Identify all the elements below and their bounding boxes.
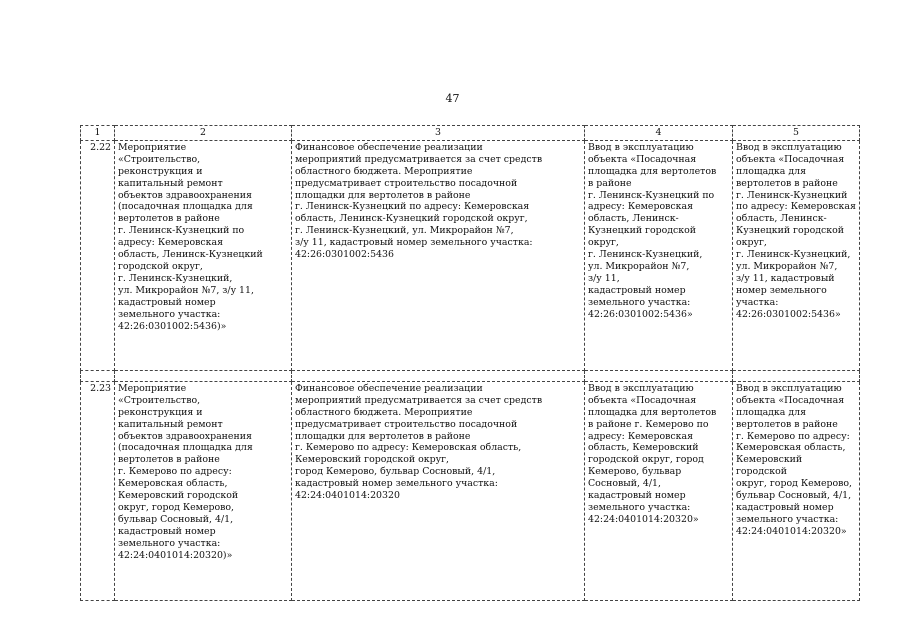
table-row [81, 140, 860, 370]
column-header-1: 1 [81, 126, 115, 141]
measures-table [80, 125, 860, 601]
measure-name-cell: Мероприятие «Строительство, реконструкция и капитальный ремонт объектов здравоохранения (посадочная площадка для вертолетов в районе г. Ленинск-Кузнецкий по адресу: Кемеровская область, Ленинск-Кузнецкий городской округ, г. Ленинск-Кузнецкий, ул. Микрорайон №7, з/у 11, кадастровый номер земельного участка: 42:26:0301002:5436)» [115, 140, 292, 370]
column-header-3: 3 [292, 126, 585, 141]
result-cell: Ввод в эксплуатацию объекта «Посадочная площадка для вертолетов в районе г. Ленинск-Кузнецкий по адресу: Кемеровская область, Ленинск- Кузнецкий городской округ, г. Ленинск-Кузнецкий, ул. Микрорайон №7, з/у 11, кадастровый номер земельного участка: 42:26:0301002:5436» [585, 140, 733, 370]
column-header-2: 2 [115, 126, 292, 141]
page-number: 47 [445, 92, 460, 105]
financing-description-cell: Финансовое обеспечение реализации мероприятий предусматривается за счет средств областного бюджета. Мероприятие предусматривает строительство посадочной площадки для вертолетов в районе г. Ленинск-Кузнецкий по адресу: Кемеровская область, Ленинск-Кузнецкий городской округ, г. Ленинск-Кузнецкий, ул. Микрорайон №7, з/у 11, кадастровый номер земельного участка: 42:26:0301002:5436 [292, 140, 585, 370]
indicator-cell: Ввод в эксплуатацию объекта «Посадочная площадка для вертолетов в районе г. Ленинск-Кузнецкий по адресу: Кемеровская область, Ленинск- Кузнецкий городской округ, г. Ленинск-Кузнецкий, ул. Микрорайон №7, з/у 11, кадастровый номер земельного участка: 42:26:0301002:5436» [733, 140, 860, 370]
row-number: 2.23 [81, 381, 115, 600]
table-row [81, 381, 860, 600]
row-number: 2.22 [81, 140, 115, 370]
column-header-4: 4 [585, 126, 733, 141]
result-cell: Ввод в эксплуатацию объекта «Посадочная площадка для вертолетов в районе г. Кемерово по адресу: Кемеровская область, Кемеровский городской округ, город Кемерово, бульвар Сосновый, 4/1, кадастровый номер земельного участка: 42:24:0401014:20320» [585, 381, 733, 600]
financing-description-cell: Финансовое обеспечение реализации мероприятий предусматривается за счет средств областного бюджета. Мероприятие предусматривает строительство посадочной площадки для вертолетов в районе г. Кемерово по адресу: Кемеровская область, Кемеровский городской округ, город Кемерово, бульвар Сосновый, 4/1, кадастровый номер земельного участка: 42:24:0401014:20320 [292, 381, 585, 600]
measure-name-cell: Мероприятие «Строительство, реконструкция и капитальный ремонт объектов здравоохранения (посадочная площадка для вертолетов в районе г. Кемерово по адресу: Кемеровская область, Кемеровский городской округ, город Кемерово, бульвар Сосновый, 4/1, кадастровый номер земельного участка: 42:24:0401014:20320)» [115, 381, 292, 600]
row-spacer [81, 370, 860, 381]
indicator-cell: Ввод в эксплуатацию объекта «Посадочная площадка для вертолетов в районе г. Кемерово по адресу: Кемеровская область, Кемеровский городской округ, город Кемерово, бульвар Сосновый, 4/1, кадастровый номер земельного участка: 42:24:0401014:20320» [733, 381, 860, 600]
table-header-row [81, 126, 860, 141]
column-header-5: 5 [733, 126, 860, 141]
